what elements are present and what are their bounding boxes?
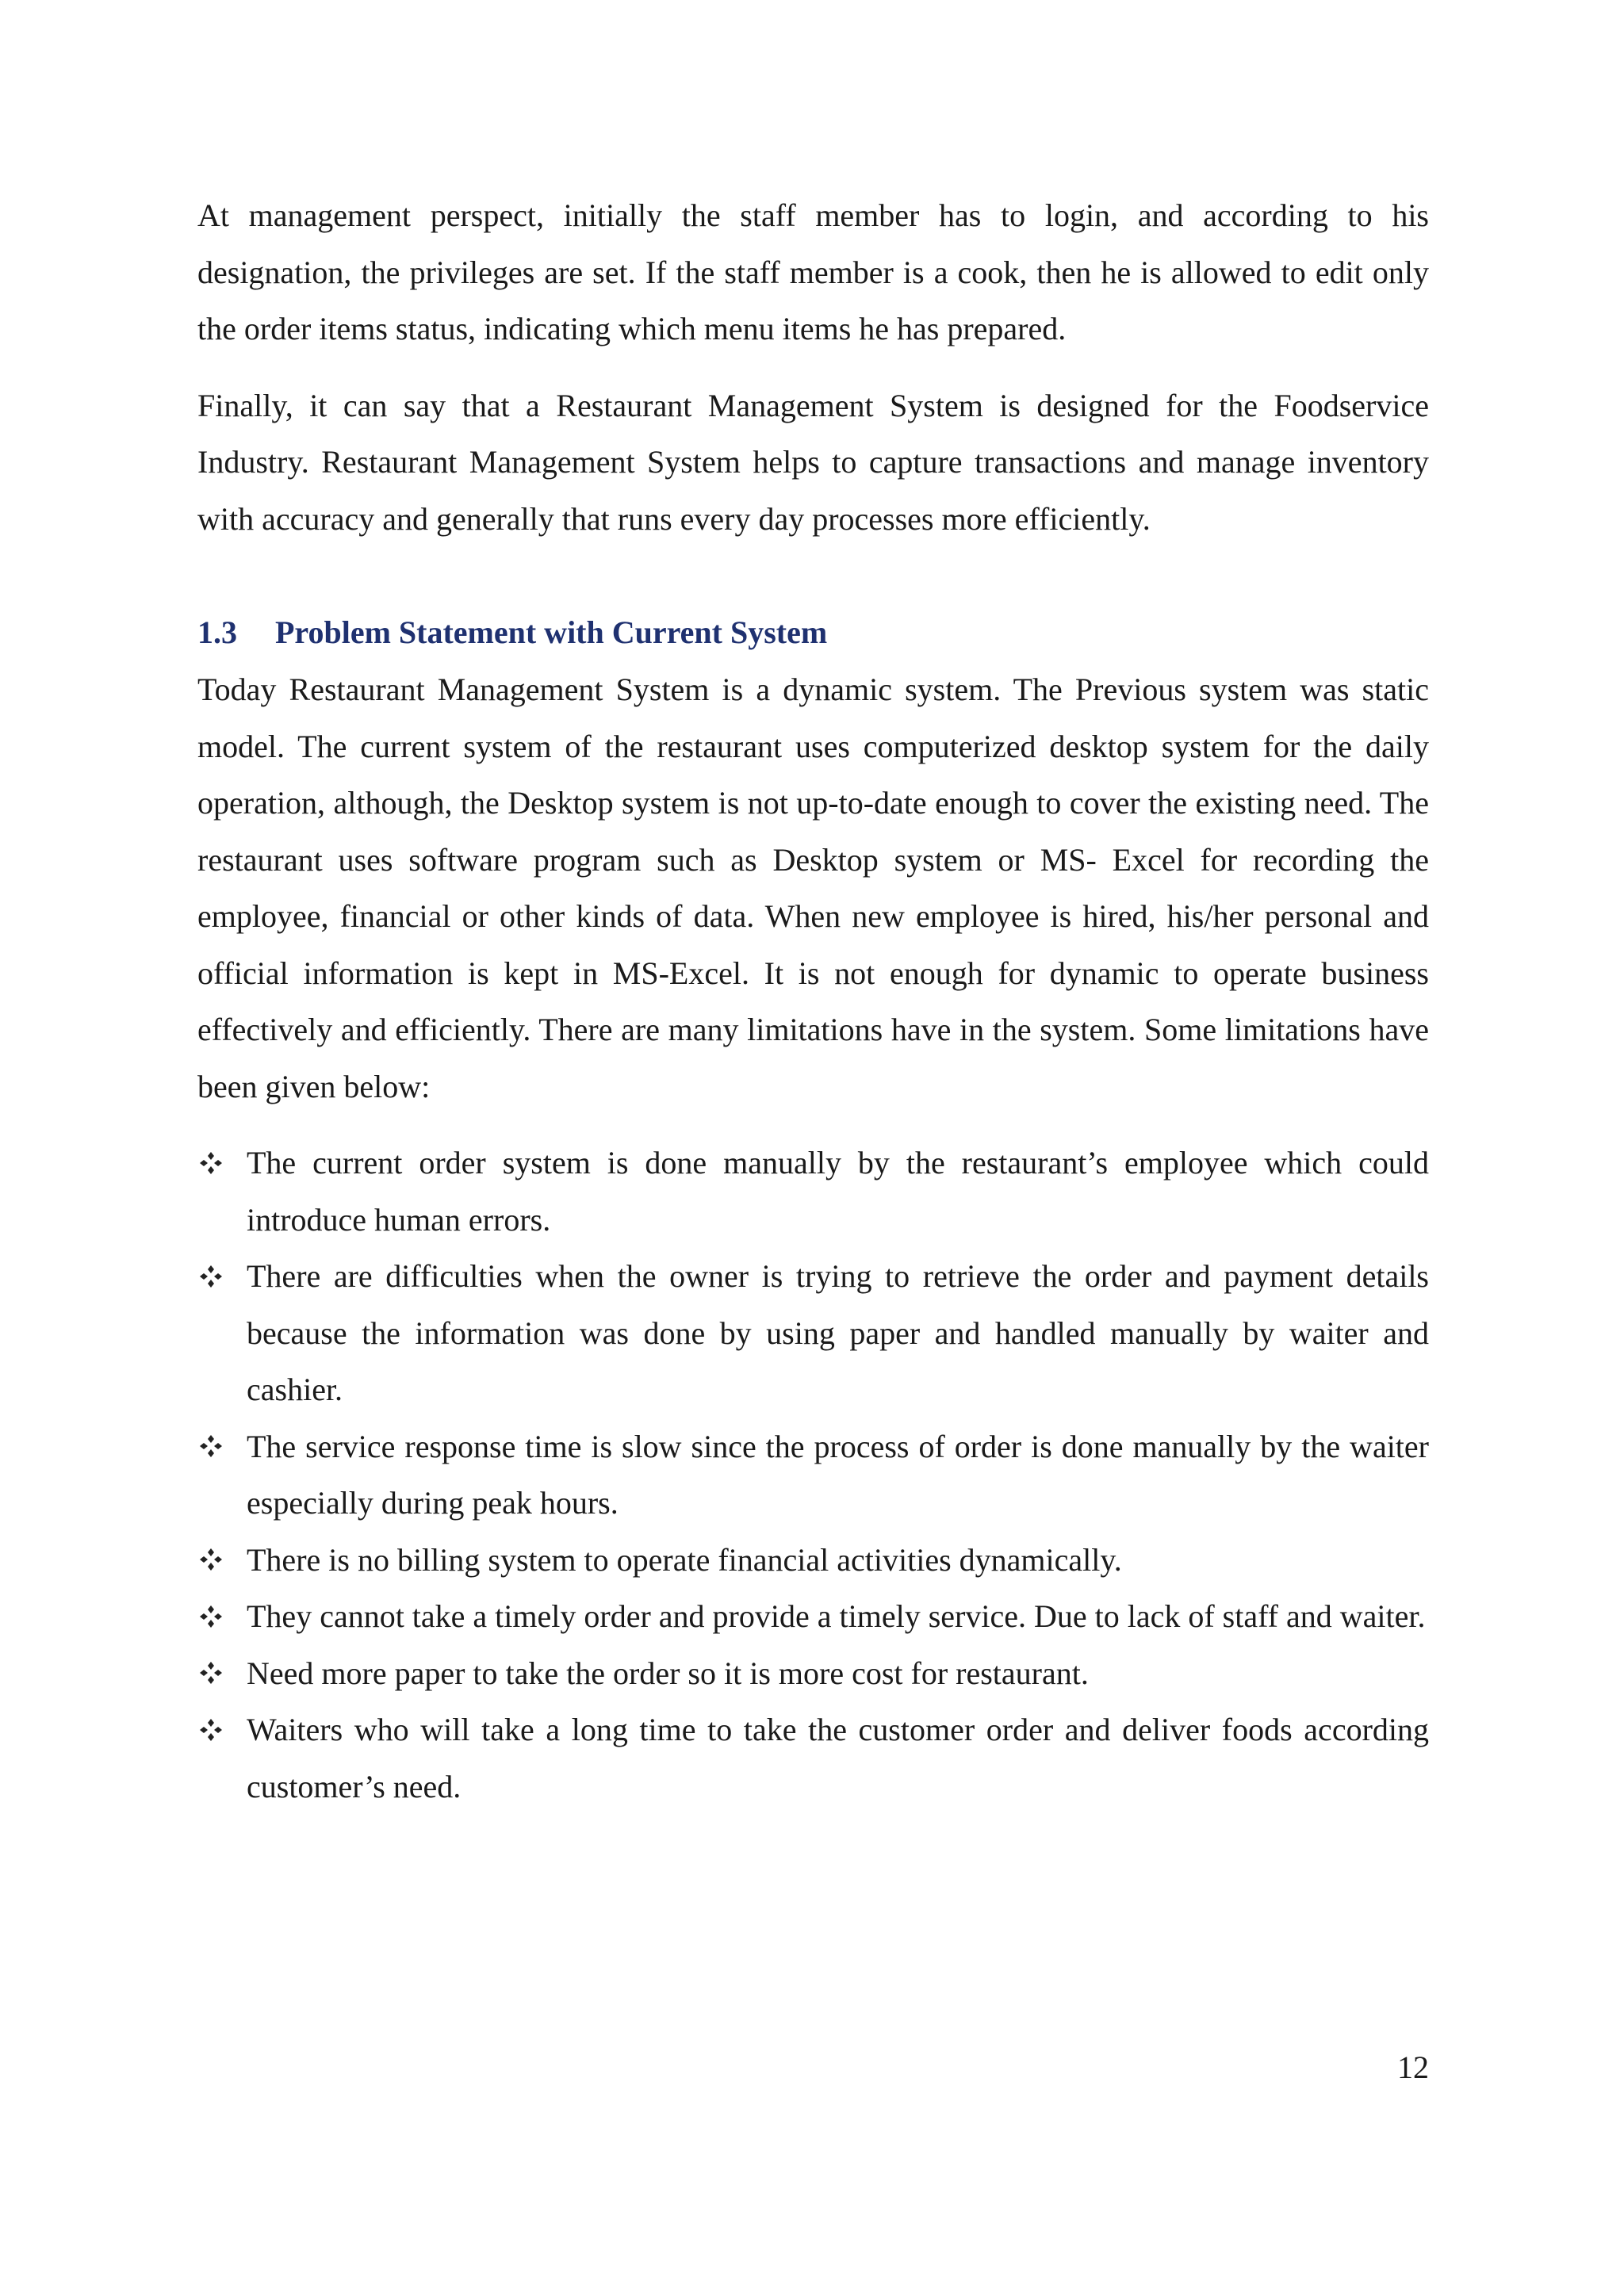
list-item [197,1532,1429,1589]
list-item [197,1701,1429,1815]
list-item-text: Need more paper to take the order so it is more cost for restaurant. [247,1655,1089,1691]
section-heading [197,604,1429,661]
diamond-bullet-icon [197,1248,224,1305]
section-paragraph: Today Restaurant Management System is a dynamic system. The Previous system was static model. The current system of the restaurant uses computerized desktop system for the daily operation, although, the Desktop system is not up-to-date enough to cover the existing need. The restaurant uses software program such as Desktop system or MS- Excel for recording the employee, financial or other kinds of data. When new employee is hired, his/her personal and official information is kept in MS-Excel. It is not enough for dynamic to operate business effectively and efficiently. There are many limitations have in the system. Some limitations have been given below: [197,672,1429,1104]
list-item-text: Waiters who will take a long time to take the customer order and deliver foods according customer’s need. [247,1712,1429,1804]
diamond-bullet-icon [197,1588,224,1645]
list-item [197,1135,1429,1248]
page-number: 12 [1397,2049,1429,2085]
list-item-text: The service response time is slow since the process of order is done manually by the waiter especially during peak hours. [247,1428,1429,1521]
intro-paragraph-2: Finally, it can say that a Restaurant Management System is designed for the Foodservice Industry. Restaurant Management System helps to capture transactions and manage inventory with accuracy and generally that runs every day processes more efficiently. [197,387,1429,537]
diamond-bullet-icon [197,1701,224,1758]
list-item-text: There are difficulties when the owner is trying to retrieve the order and payment details because the information was done by using paper and handled manually by waiter and cashier. [247,1258,1429,1407]
list-item-text: There is no billing system to operate financial activities dynamically. [247,1541,1122,1578]
diamond-bullet-icon [197,1418,224,1475]
list-item [197,1418,1429,1532]
limitations-list [197,1135,1429,1815]
diamond-bullet-icon [197,1532,224,1589]
section-title: Problem Statement with Current System [275,614,828,650]
list-item [197,1645,1429,1702]
list-item-text: The current order system is done manually by the restaurant’s employee which could introduce human errors. [247,1145,1429,1238]
diamond-bullet-icon [197,1135,224,1192]
intro-paragraph-1: At management perspect, initially the staff member has to login, and according to his designation, the privileges are set. If the staff member is a cook, then he is allowed to edit only the order items status, indicating which menu items he has prepared. [197,197,1429,346]
list-item [197,1588,1429,1645]
list-item-text: They cannot take a timely order and provide a timely service. Due to lack of staff and waiter. [247,1598,1426,1634]
document-page [197,187,1429,1815]
list-item [197,1248,1429,1418]
section-number: 1.3 [197,614,237,650]
diamond-bullet-icon [197,1645,224,1702]
